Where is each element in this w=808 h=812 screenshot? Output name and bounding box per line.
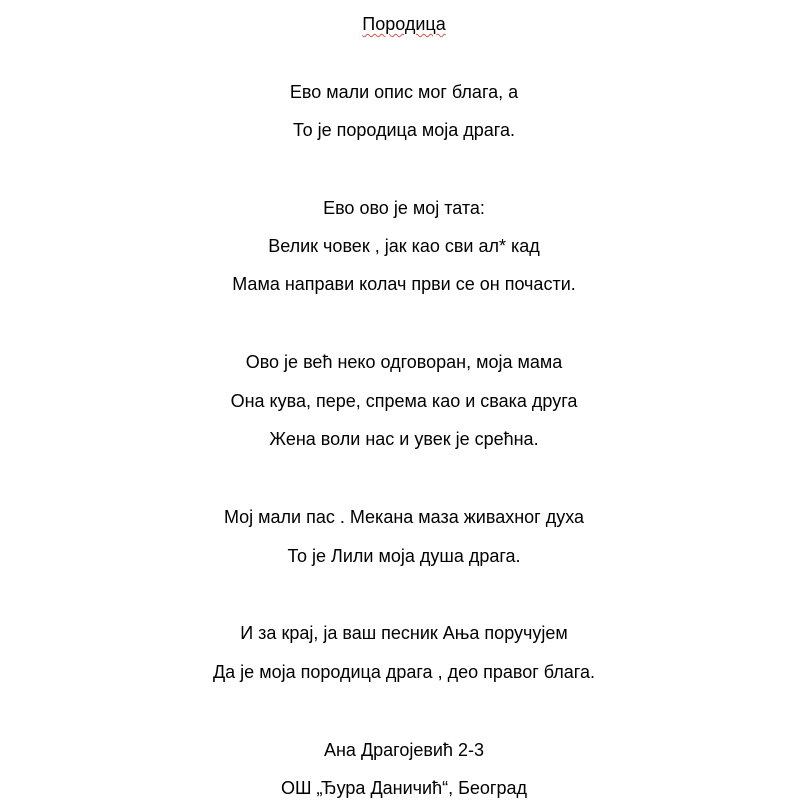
poem-line: Ово је већ неко одговоран, моја мама (245, 352, 563, 372)
school-signature: ОШ „Ђура Даничић“, Београд (280, 778, 528, 798)
poem-line: Ево ово је мој тата: (323, 198, 485, 218)
poem-line: То је Лили моја душа драга. (287, 546, 521, 566)
author-signature: Ана Драгојевић 2-3 (323, 740, 484, 760)
poem-line: Ево мали опис мог блага, а (289, 82, 519, 102)
poem-line: Она кува, пере, спрема као и свака друга (230, 391, 578, 411)
poem-line: Жена воли нас и увек је срећна. (269, 429, 539, 449)
poem-line: И за крај, ја ваш песник Ања поручујем (240, 623, 568, 643)
poem-title: Породица (362, 14, 446, 34)
poem-line: То је породица моја драга. (293, 120, 515, 140)
poem-line: Мој мали пас . Мекана маза живахног духа (223, 507, 585, 527)
poem-line: Велик човек , јак као сви ал* кад (268, 236, 540, 256)
poem-line: Да је моја породица драга , део правог блага. (212, 662, 595, 682)
poem-line: Мама направи колач први се он почасти. (232, 274, 576, 294)
